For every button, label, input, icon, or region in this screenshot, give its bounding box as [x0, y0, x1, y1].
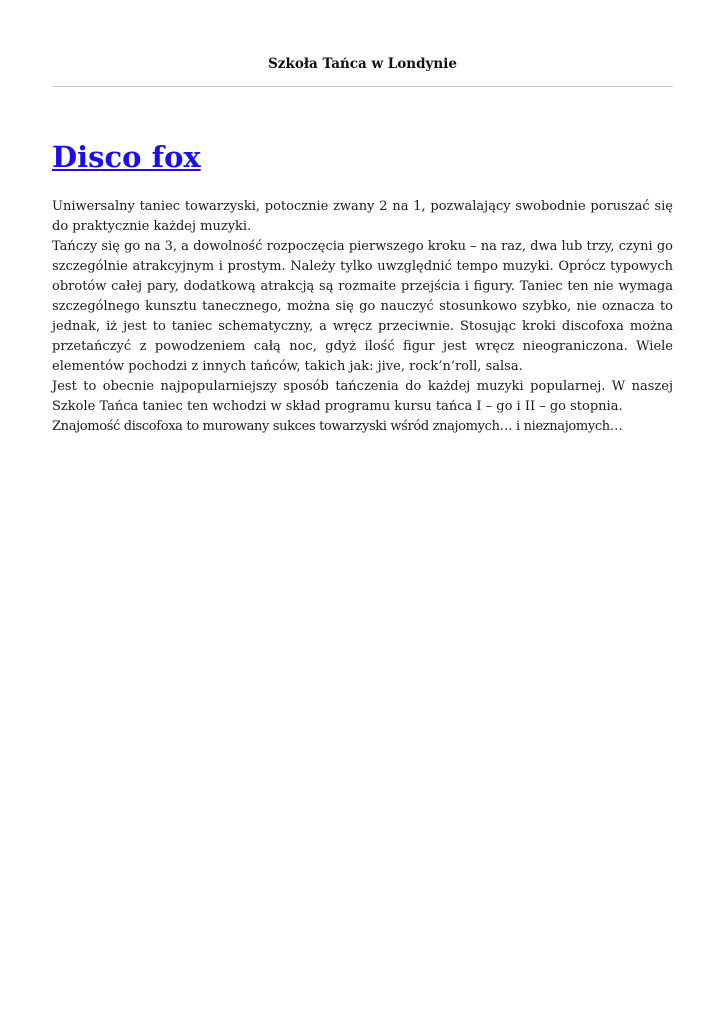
- article-paragraph-2: Tańczy się go na 3, a dowolność rozpoczęcia pierwszego kroku – na raz, dwa lub trzy, czyni go szczególnie atrakcyjnym i prostym. Należy tylko uwzględnić tempo muzyki. Oprócz typowych obrotów całej pary, dodatkową atrakcją są rozmaite przejścia i figury. Taniec ten nie wymaga szczególnego kunsztu tanecznego, można się go nauczyć stosunkowo szybko, nie oznacza to jednak, iż jest to taniec schematyczny, a wręcz przeciwnie. Stosując kroki discofoxa można przetańczyć z powodzeniem całą noc, gdyż ilość figur jest wręcz nieograniczona. Wiele elementów pochodzi z innych tańców, takich jak: jive, rock’n’roll, salsa.: [52, 239, 673, 374]
- article-paragraph-3: Jest to obecnie najpopularniejszy sposób tańczenia do każdej muzyki popularnej. W naszej Szkole Tańca taniec ten wchodzi w skład programu kursu tańca I – go i II – go stopnia.: [52, 379, 673, 414]
- article-paragraph-4: Znajomość discofoxa to murowany sukces towarzyski wśród znajomych… i nieznajomych…: [52, 419, 623, 434]
- article-body: [52, 197, 673, 437]
- document-page: [52, 0, 673, 437]
- header-divider: [52, 86, 673, 87]
- article-paragraph-1: Uniwersalny taniec towarzyski, potocznie zwany 2 na 1, pozwalający swobodnie poruszać się do praktycznie każdej muzyki.: [52, 199, 673, 234]
- site-title: Szkoła Tańca w Londynie: [268, 56, 457, 72]
- article-title-link[interactable]: Disco fox: [52, 140, 201, 174]
- article-title: [52, 137, 673, 177]
